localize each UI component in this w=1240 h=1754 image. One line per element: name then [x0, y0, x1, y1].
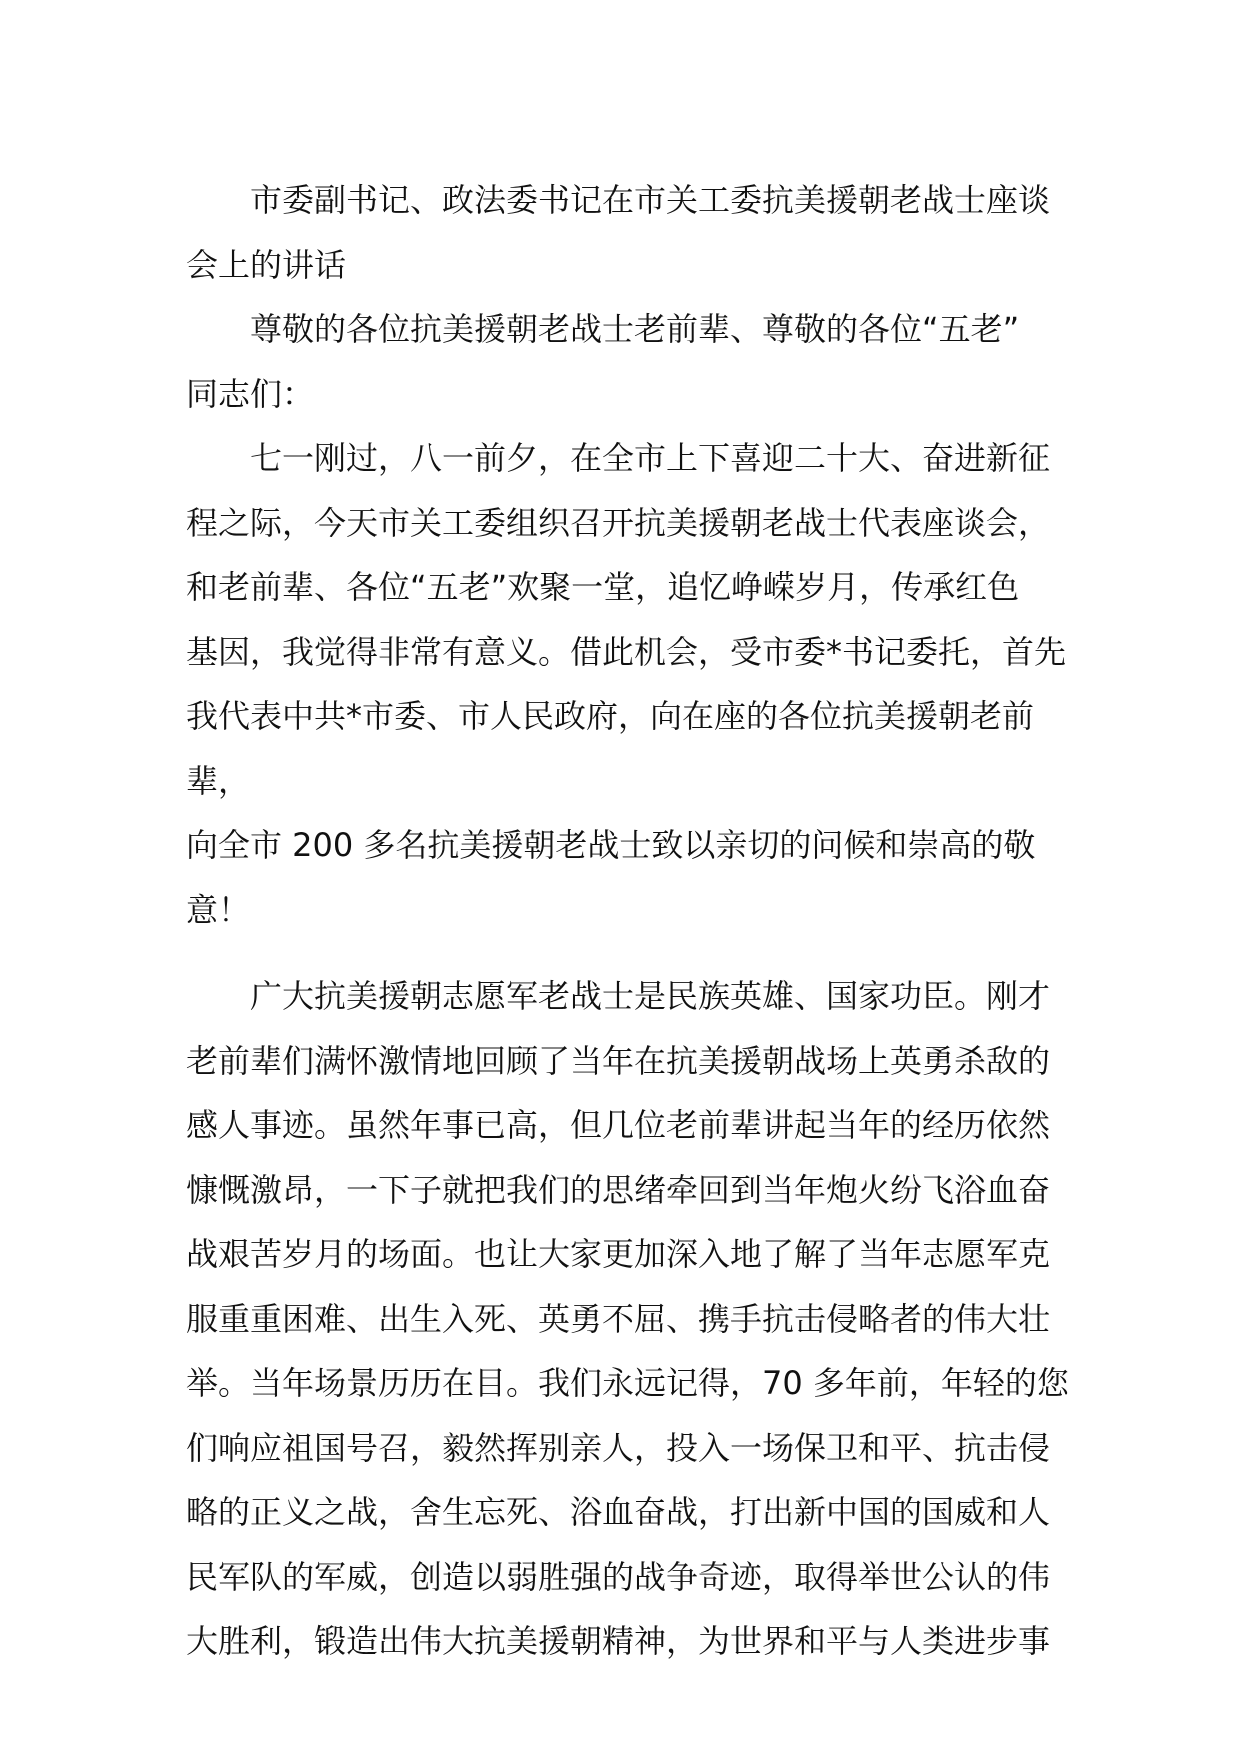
paragraph-veterans: 广大抗美援朝志愿军老战士是民族英雄、国家功臣。刚才 老前辈们满怀激情地回顾了当年在抗美援朝战场上英勇杀敌的 感人事迹。虽然年事已高，但几位老前辈讲起当年的经历依然 慷慨激昂，一下子就把我们的思绪牵回到当年炮火纷飞浴血奋 战艰苦岁月的场面。也让大家更加深入地了解了当年志愿军克 服重重困难、出生入死、英勇不屈、携手抗击侵略者的伟大壮 举。当年场景历历在目。我们永远记得，70 多年前，年轻的您 们响应祖国号召，毅然挥别亲人，投入一场保卫和平、抗击侵 略的正义之战，舍生忘死、浴血奋战，打出新中国的国威和人 民军队的军威，创造以弱胜强的战争奇迹，取得举世公认的伟 大胜利，锻造出伟大抗美援朝精神，为世界和平与人类进步事: [186, 977, 1069, 1660]
salutation: 尊敬的各位抗美援朝老战士老前辈、尊敬的各位“五老” 同志们：: [186, 310, 1020, 413]
paragraph-opening: 七一刚过，八一前夕，在全市上下喜迎二十大、奋进新征 程之际，今天市关工委组织召开抗美援朝老战士代表座谈会， 和老前辈、各位“五老”欢聚一堂，追忆峥嵘岁月，传承红色 基因，我觉得非常有意义。借此机会，受市委*书记委托，首先 我代表中共*市委、市人民政府，向在座的各位抗美援朝老前辈， 向全市 200 多名抗美援朝老战士致以亲切的问候和崇高的敬意！: [186, 439, 1067, 929]
speech-title: 市委副书记、政法委书记在市关工委抗美援朝老战士座谈 会上的讲话: [186, 181, 1051, 284]
paragraph-spacer: [186, 942, 1074, 964]
document-body: [186, 168, 1074, 1674]
